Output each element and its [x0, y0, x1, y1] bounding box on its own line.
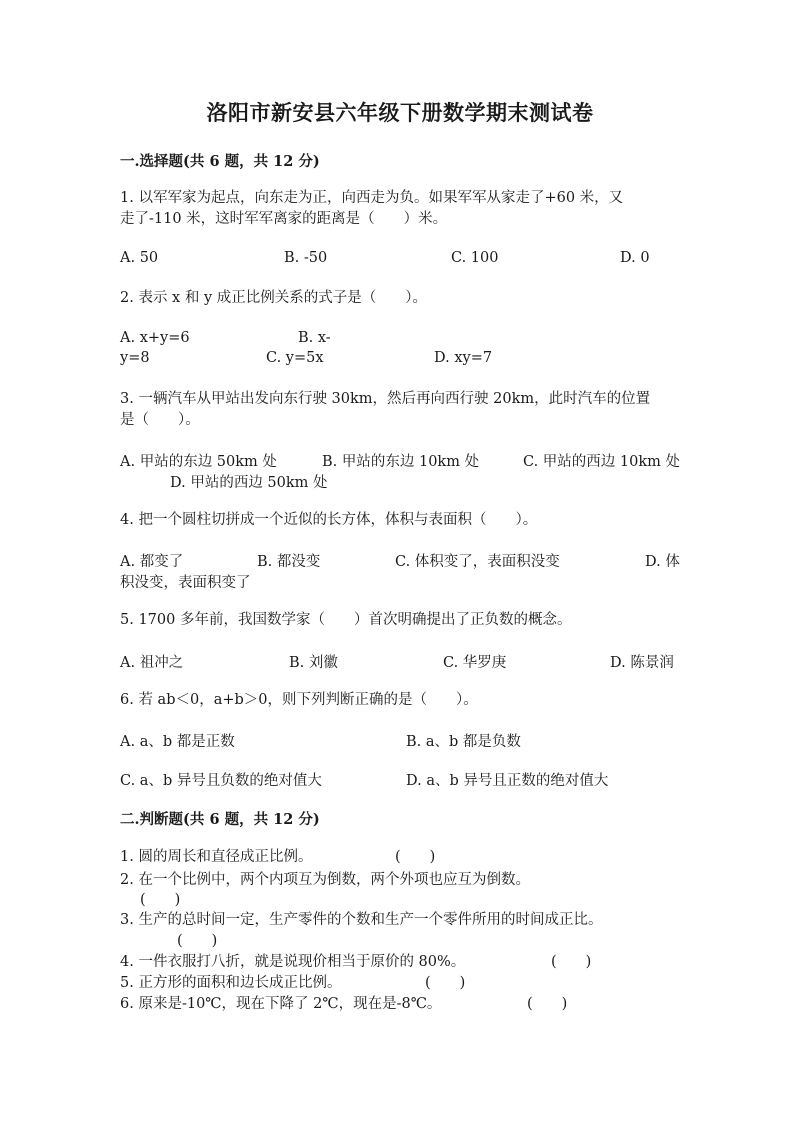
judgment-item-1-blank: ( ) [395, 849, 436, 865]
question-1-option-d: D. 0 [620, 250, 650, 266]
judgment-item-1: 1. 圆的周长和直径成正比例。 [120, 849, 313, 865]
question-5-option-d: D. 陈景润 [610, 655, 674, 671]
question-4-option-d-cont: 积没变，表面积变了 [120, 575, 251, 591]
question-4-option-d: D. 体 [645, 554, 680, 570]
judgment-item-2-blank: ( ) [140, 892, 181, 908]
question-5-option-c: C. 华罗庚 [443, 655, 507, 671]
question-2-line-1: 2. 表示 x 和 y 成正比例关系的式子是（ ）。 [120, 290, 427, 306]
question-6-option-c: C. a、b 异号且负数的绝对值大 [120, 773, 322, 789]
question-1-line-1: 1. 以军军家为起点，向东走为正，向西走为负。如果军军从家走了+60 米，又 [120, 190, 624, 206]
question-3-line-1: 3. 一辆汽车从甲站出发向东行驶 30km，然后再向西行驶 20km，此时汽车的位置 [120, 391, 651, 407]
judgment-item-4: 4. 一件衣服打八折，就是说现价相当于原价的 80%。 [120, 954, 466, 970]
question-5-option-b: B. 刘徽 [289, 655, 338, 671]
question-2-option-b-cont: y=8 [120, 350, 150, 366]
question-1-option-a: A. 50 [120, 250, 159, 266]
question-6-line-1: 6. 若 ab＜0，a+b＞0，则下列判断正确的是（ ）。 [120, 692, 478, 708]
page-title: 洛阳市新安县六年级下册数学期末测试卷 [206, 100, 594, 125]
question-5-line-1: 5. 1700 多年前，我国数学家（ ）首次明确提出了正负数的概念。 [120, 612, 572, 628]
judgment-item-6: 6. 原来是-10℃，现在下降了 2℃，现在是-8℃。 [120, 996, 442, 1012]
judgment-item-3: 3. 生产的总时间一定，生产零件的个数和生产一个零件所用的时间成正比。 [120, 912, 603, 928]
question-1-option-c: C. 100 [451, 250, 499, 266]
question-3-option-c: C. 甲站的西边 10km 处 [523, 454, 681, 470]
question-4-option-c: C. 体积变了，表面积没变 [395, 554, 560, 570]
section-heading-choice: 一.选择题(共 6 题，共 12 分) [120, 153, 320, 170]
question-3-option-a: A. 甲站的东边 50km 处 [120, 454, 277, 470]
judgment-item-6-blank: ( ) [527, 996, 568, 1012]
judgment-item-3-blank: ( ) [177, 933, 218, 949]
question-2-option-d: D. xy=7 [434, 350, 493, 366]
question-3-line-2: 是（ ）。 [120, 412, 200, 428]
question-3-option-b: B. 甲站的东边 10km 处 [322, 454, 480, 470]
question-1-line-2: 走了-110 米，这时军军离家的距离是（ ）米。 [120, 211, 448, 227]
judgment-item-2: 2. 在一个比例中，两个内项互为倒数，两个外项也应互为倒数。 [120, 872, 530, 888]
question-4-option-b: B. 都没变 [257, 554, 321, 570]
question-6-option-a: A. a、b 都是正数 [120, 734, 235, 750]
question-3-option-d: D. 甲站的西边 50km 处 [170, 475, 328, 491]
judgment-item-5: 5. 正方形的面积和边长成正比例。 [120, 975, 342, 991]
question-6-option-d: D. a、b 异号且正数的绝对值大 [406, 773, 609, 789]
question-4-option-a: A. 都变了 [120, 554, 184, 570]
judgment-item-4-blank: ( ) [551, 954, 592, 970]
question-2-option-b: B. x- [298, 330, 331, 346]
question-2-option-a: A. x+y=6 [120, 330, 190, 346]
question-1-option-b: B. -50 [284, 250, 328, 266]
question-4-line-1: 4. 把一个圆柱切拼成一个近似的长方体，体积与表面积（ ）。 [120, 512, 538, 528]
section-heading-judgment: 二.判断题(共 6 题，共 12 分) [120, 811, 320, 828]
question-6-option-b: B. a、b 都是负数 [406, 734, 521, 750]
judgment-item-5-blank: ( ) [425, 975, 466, 991]
question-2-option-c: C. y=5x [266, 350, 324, 366]
question-5-option-a: A. 祖冲之 [120, 655, 184, 671]
